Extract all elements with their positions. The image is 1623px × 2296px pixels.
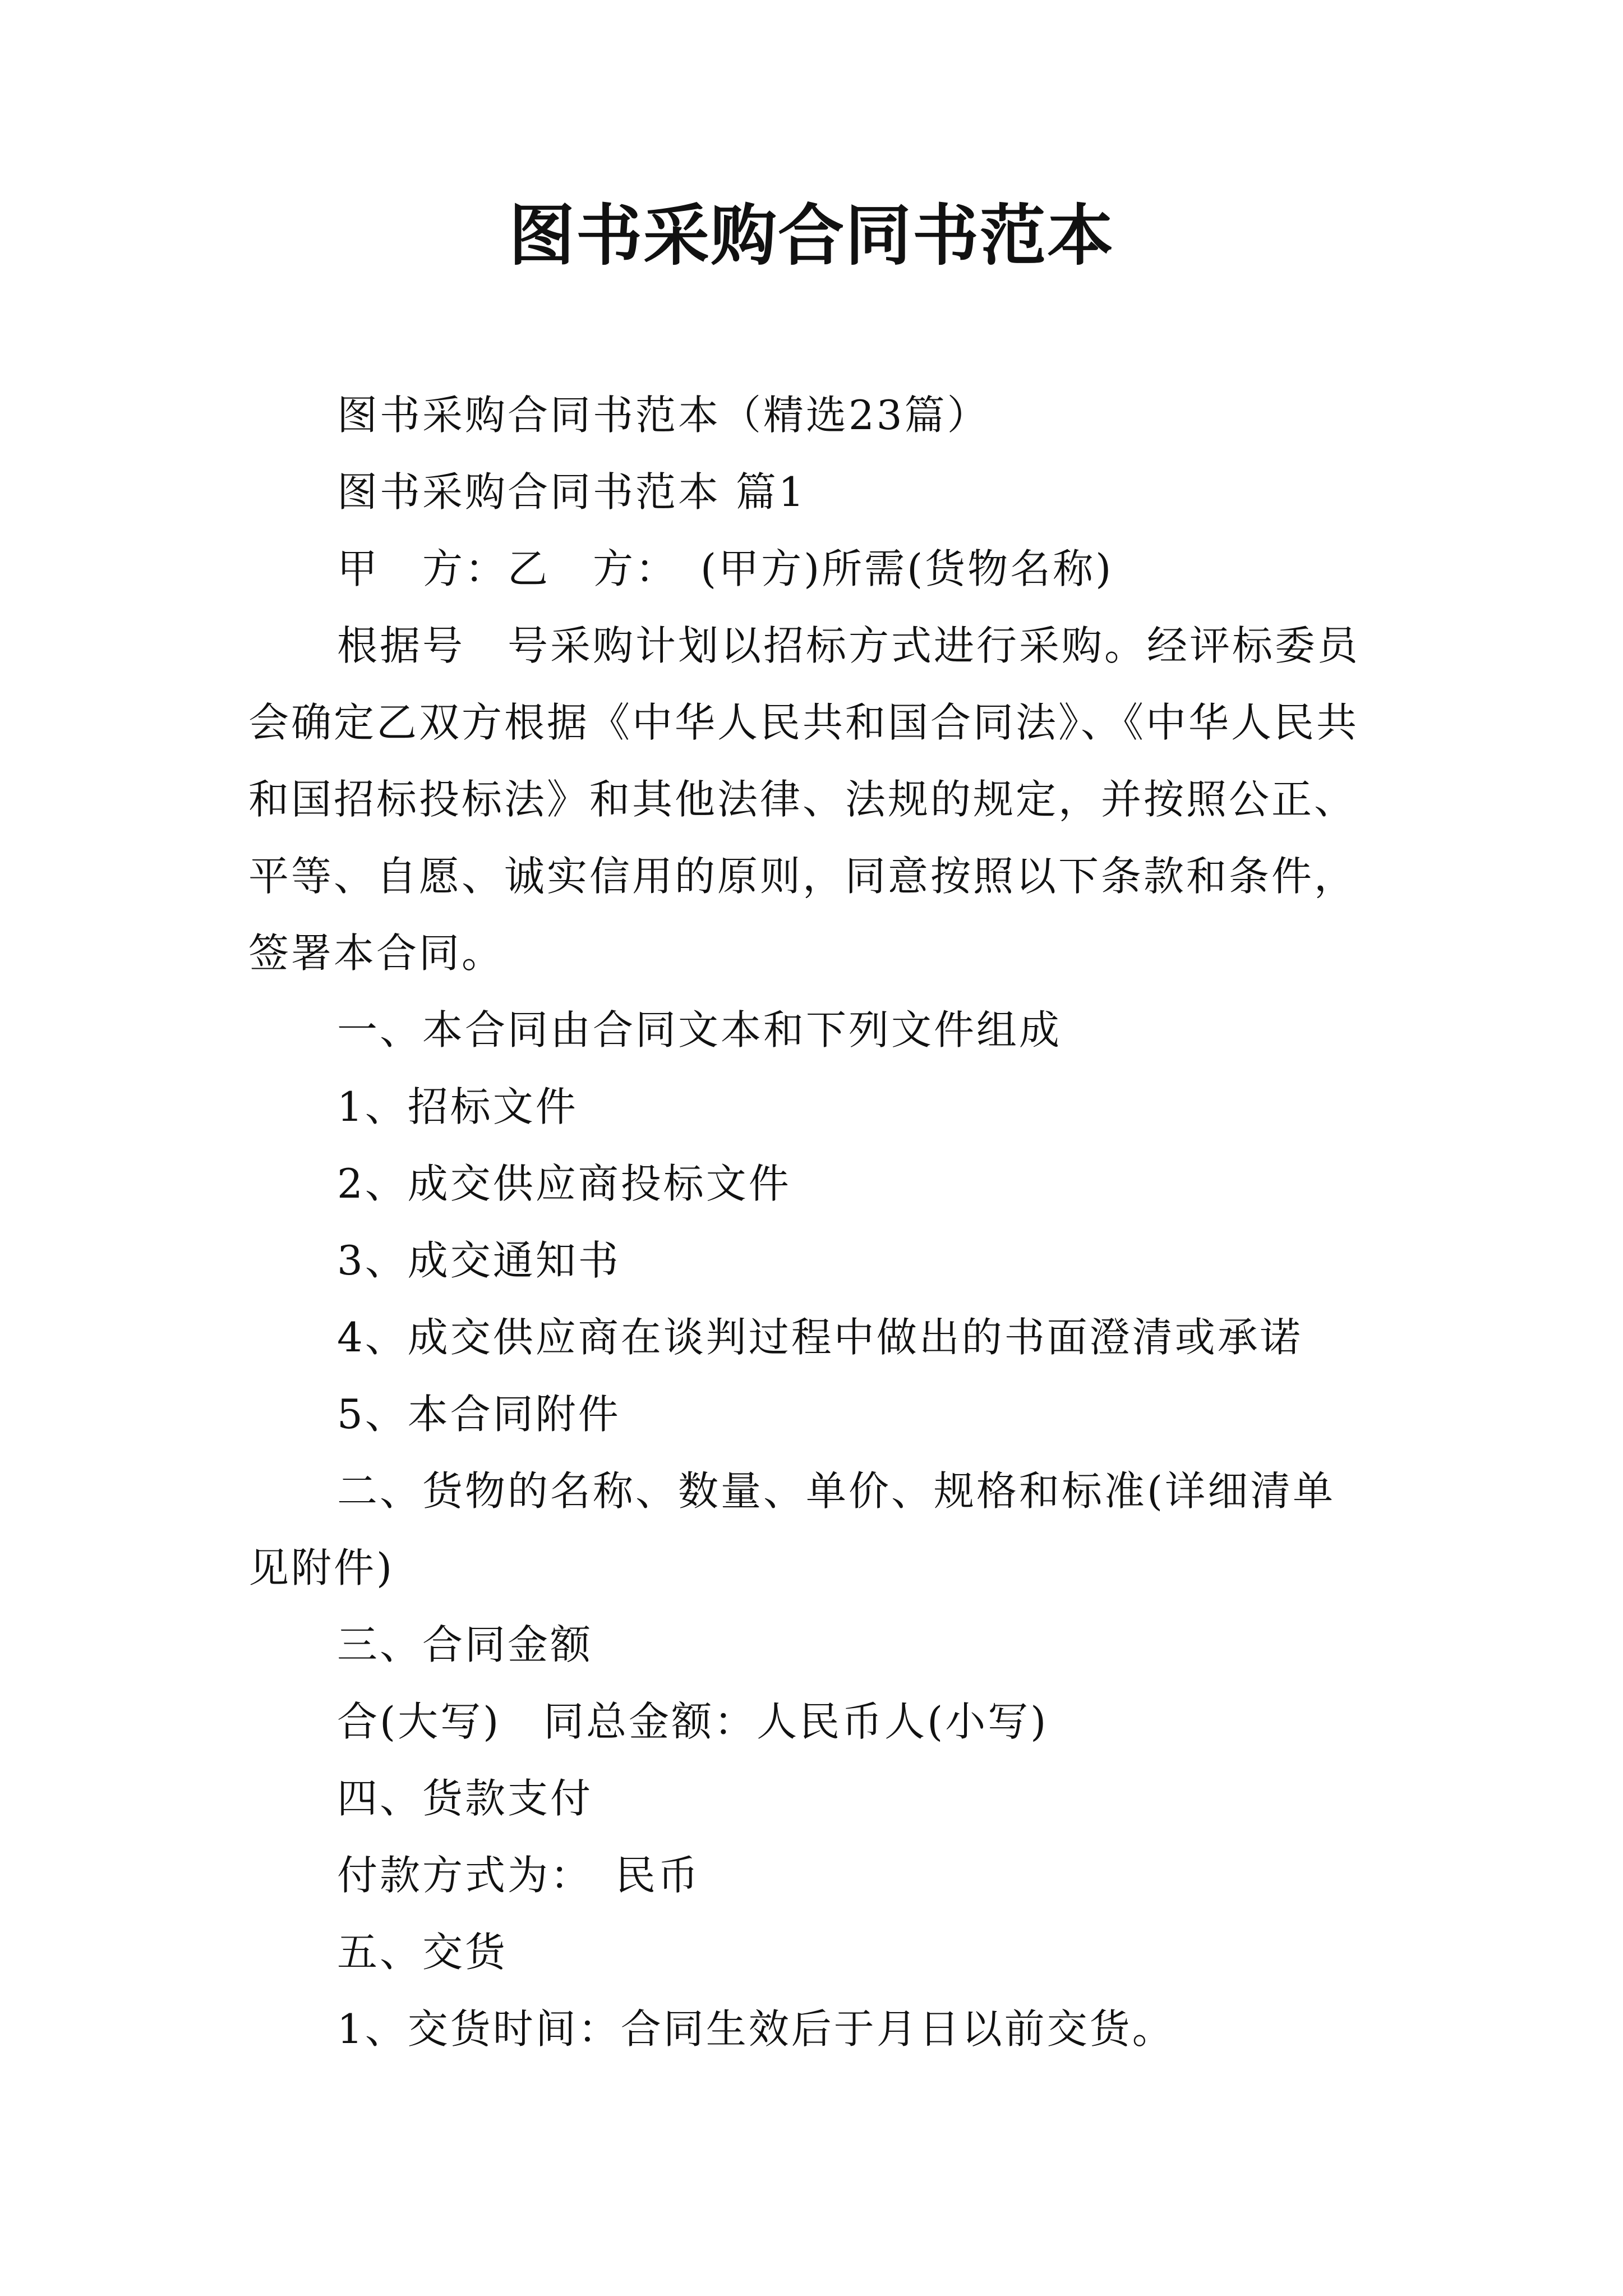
list-item: 2、成交供应商投标文件 — [337, 1160, 791, 1207]
paragraph-payment: 付款方式为： 民币 — [337, 1852, 701, 1899]
list-item: 1、招标文件 — [337, 1083, 578, 1130]
list-item: 1、交货时间：合同生效后于月日以前交货。 — [337, 2005, 1175, 2053]
paragraph-subtitle: 图书采购合同书范本（精选23篇） — [337, 392, 990, 439]
paragraph-preamble: 根据号 号采购计划以招标方式进行采购。经评标委员会确定乙双方根据《中华人民共和国合同法》、《中华人民共和国招标投标法》和其他法律、法规的规定，并按照公正、平等、自愿、诚实信用的原则，同意按照以下条款和条件，签署本合同。 — [248, 622, 1361, 977]
paragraph-clause-2: 二、货物的名称、数量、单价、规格和标准(详细清单见附件) — [248, 1467, 1336, 1591]
paragraph-clause-3: 三、合同金额 — [337, 1621, 593, 1668]
paragraph-section-heading: 图书采购合同书范本 篇1 — [337, 468, 806, 516]
document-body — [248, 377, 1375, 2068]
paragraph-clause-5: 五、交货 — [337, 1929, 508, 1976]
paragraph-parties: 甲 方：乙 方： (甲方)所需(货物名称) — [337, 545, 1114, 592]
paragraph-amount: 合(大写) 同总金额：人民币人(小写) — [337, 1698, 1049, 1745]
list-item: 4、成交供应商在谈判过程中做出的书面澄清或承诺 — [337, 1314, 1303, 1361]
list-item: 3、成交通知书 — [337, 1237, 621, 1284]
list-item: 5、本合同附件 — [337, 1391, 621, 1438]
document-title: 图书采购合同书范本 — [508, 196, 1114, 274]
paragraph-clause-4: 四、货款支付 — [337, 1775, 593, 1822]
paragraph-clause-1: 一、本合同由合同文本和下列文件组成 — [337, 1006, 1062, 1053]
